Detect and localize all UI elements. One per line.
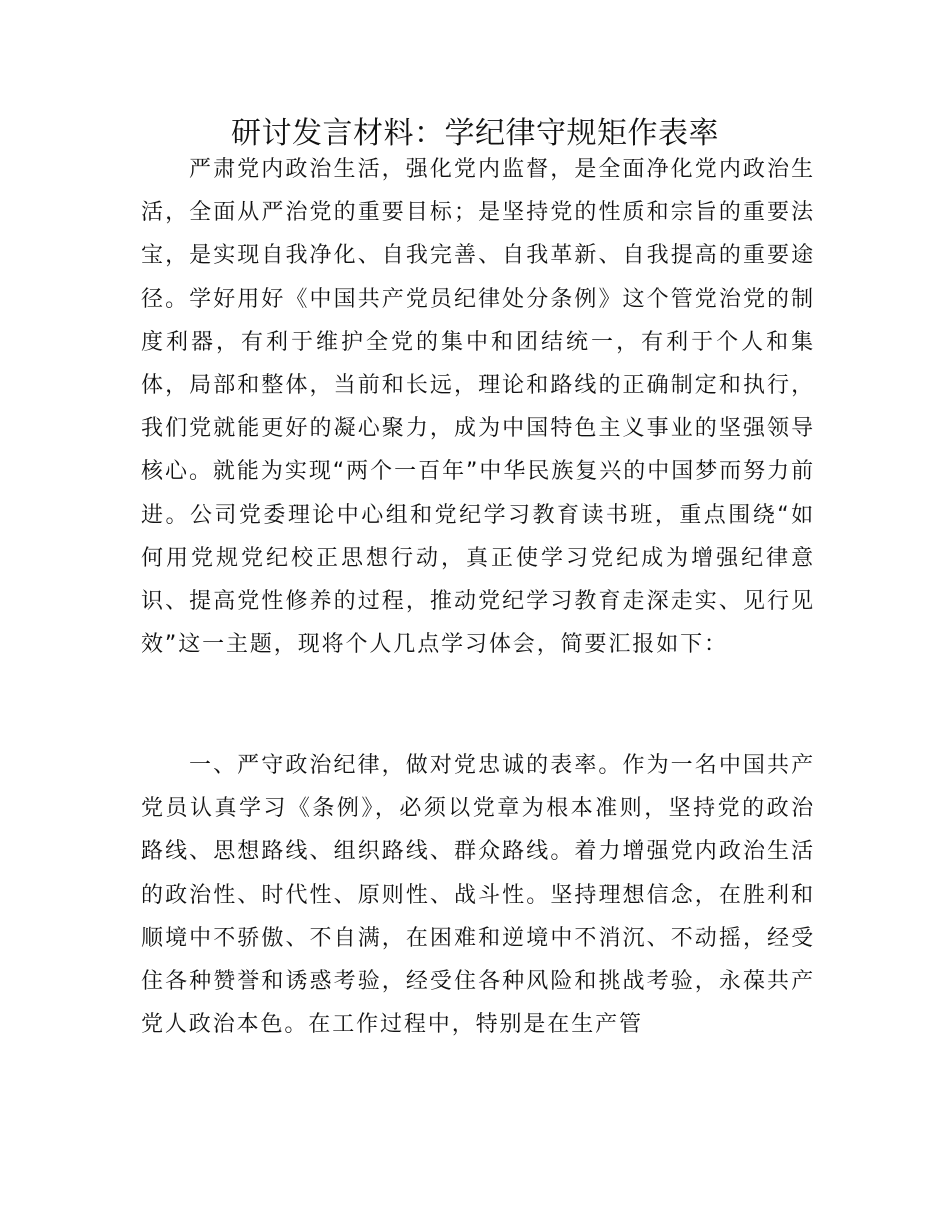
document-title: 研讨发言材料：学纪律守规矩作表率 [231, 116, 719, 151]
paragraph-section-one: 一、严守政治纪律，做对党忠诚的表率。作为一名中国共产党员认真学习《条例》，必须以党章为根本准则，坚持党的政治路线、思想路线、组织路线、群众路线。着力增强党内政治生活的政治性、时代性、原则性、战斗性。坚持理想信念，在胜利和顺境中不骄傲、不自满，在困难和逆境中不消沉、不动摇，经受住各种赞誉和诱惑考验，经受住各种风险和挑战考验，永葆共产党人政治本色。在工作过程中，特别是在生产管 [141, 753, 815, 1038]
paragraph-intro: 严肃党内政治生活，强化党内监督，是全面净化党内政治生活，全面从严治党的重要目标；是坚持党的性质和宗旨的重要法宝，是实现自我净化、自我完善、自我革新、自我提高的重要途径。学好用好《中国共产党员纪律处分条例》这个管党治党的制度利器，有利于维护全党的集中和团结统一，有利于个人和集体，局部和整体，当前和长远，理论和路线的正确制定和执行，我们党就能更好的凝心聚力，成为中国特色主义事业的坚强领导核心。就能为实现“两个一百年”中华民族复兴的中国梦而努力前进。公司党委理论中心组和党纪学习教育读书班，重点围绕“如何用党规党纪校正思想行动，真正使学习党纪成为增强纪律意识、提高党性修养的过程，推动党纪学习教育走深走实、见行见效”这一主题，现将个人几点学习体会，简要汇报如下： [141, 157, 815, 658]
